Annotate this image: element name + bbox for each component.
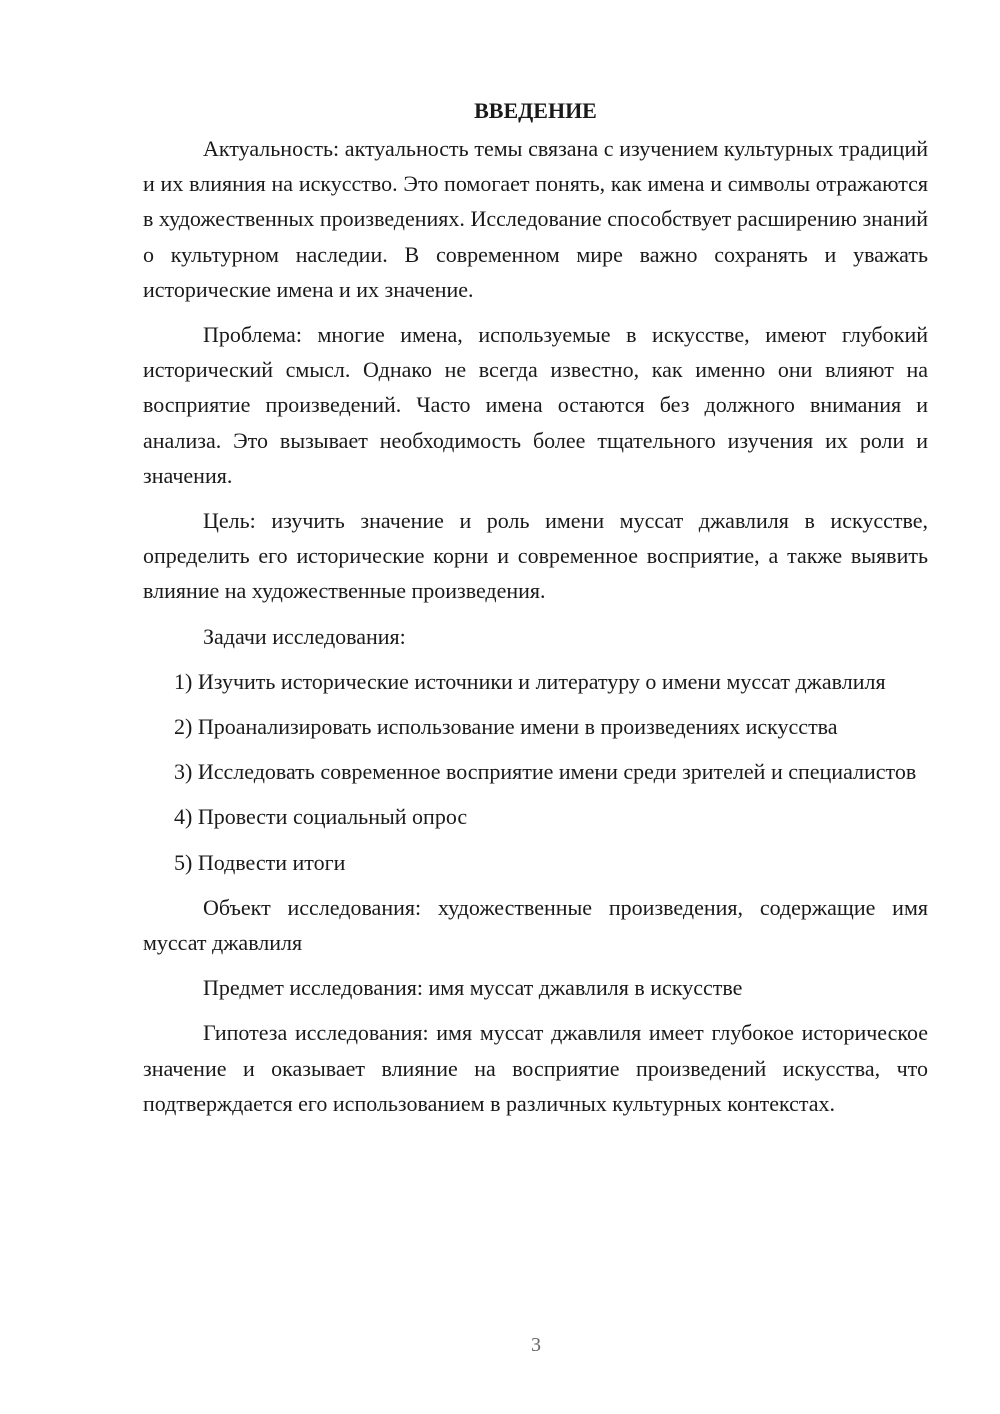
section-title: ВВЕДЕНИЕ [474,98,597,123]
list-item-task-5: 5) Подвести итоги [174,849,346,875]
document-body [143,93,928,1131]
list-item-task-4: 4) Провести социальный опрос [174,804,468,830]
list-item-task-1: 1) Изучить исторические источники и литературу о имени муссат джавлиля [174,668,886,694]
paragraph-hypothesis: Гипотеза исследования: имя муссат джавлиля имеет глубокое историческое значение и оказывает влияние на восприятие произведений искусства, что подтверждается его использованием в различных культурных контекстах. [143,1020,928,1116]
list-item-task-2: 2) Проанализировать использование имени в произведениях искусства [174,714,838,740]
paragraph-object: Объект исследования: художественные произведения, содержащие имя муссат джавлиля [143,894,928,956]
tasks-heading: Задачи исследования: [203,623,406,649]
page-number: 3 [531,1334,541,1356]
paragraph-subject: Предмет исследования: имя муссат джавлиля в искусстве [203,975,743,1001]
list-item-task-3: 3) Исследовать современное восприятие имени среди зрителей и специалистов [174,759,917,785]
paragraph-problem: Проблема: многие имена, используемые в искусстве, имеют глубокий исторический смысл. Однако не всегда известно, как именно они влияют на восприятие произведений. Часто имена остаются без должного внимания и анализа. Это вызывает необходимость более тщательного изучения их роли и значения. [143,322,928,488]
paragraph-relevance: Актуальность: актуальность темы связана с изучением культурных традиций и их влияния на искусство. Это помогает понять, как имена и символы отражаются в художественных произведениях. Исследование способствует расширению знаний о культурном наследии. В современном мире важно сохранять и уважать исторические имена и их значение. [143,136,928,302]
paragraph-goal: Цель: изучить значение и роль имени муссат джавлиля в искусстве, определить его исторические корни и современное восприятие, а также выявить влияние на художественные произведения. [143,508,928,604]
